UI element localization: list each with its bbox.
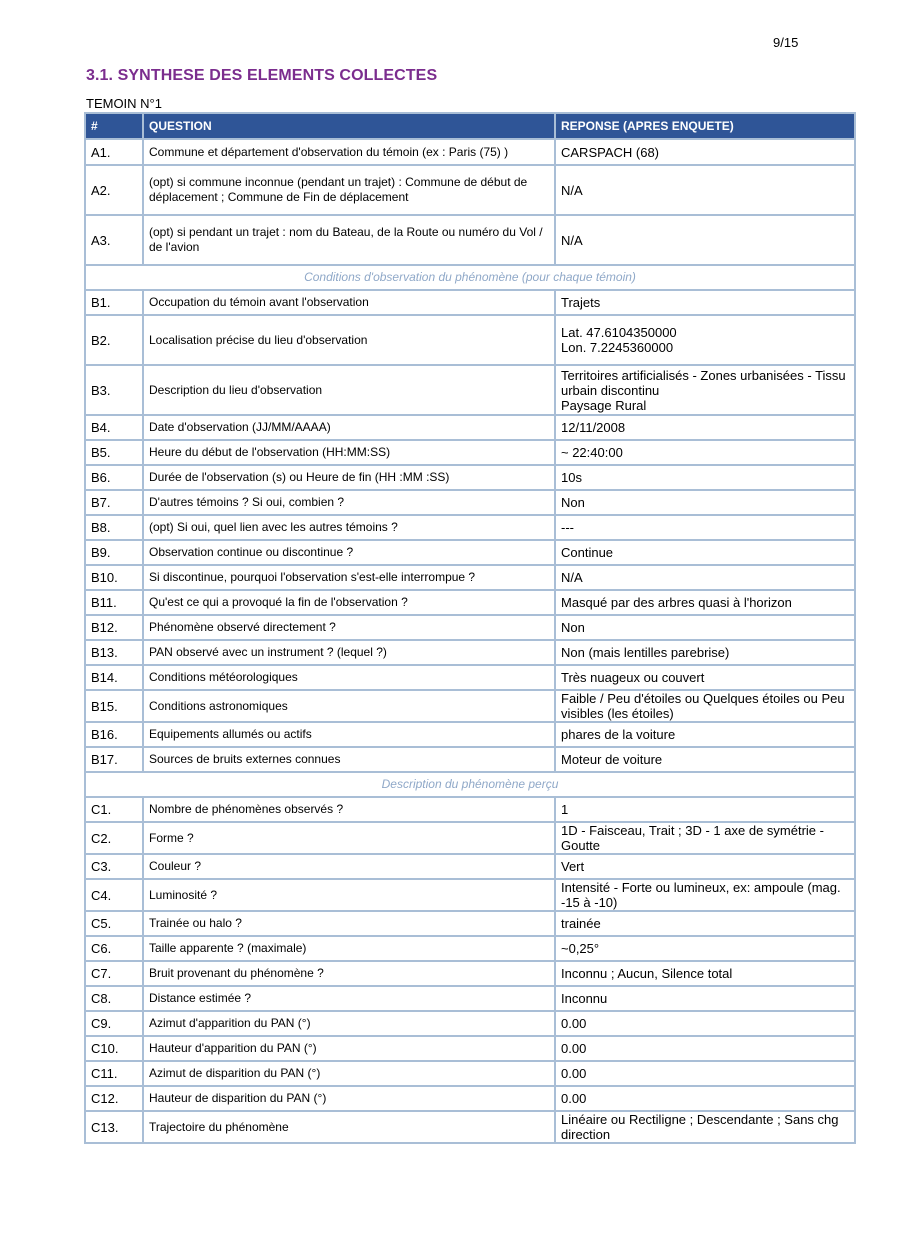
row-response: Continue: [556, 541, 856, 566]
witness-label: TEMOIN N°1: [86, 96, 162, 111]
row-response: 0.00: [556, 1062, 856, 1087]
row-question: Bruit provenant du phénomène ?: [144, 962, 556, 987]
table-row: [86, 987, 856, 1012]
table-row: [86, 880, 856, 912]
row-response: Territoires artificialisés - Zones urbanisées - Tissu urbain discontinu Paysage Rural: [556, 366, 856, 416]
row-response: Moteur de voiture: [556, 748, 856, 773]
section-heading: Conditions d'observation du phénomène (pour chaque témoin): [86, 266, 856, 291]
row-id: B13.: [86, 641, 144, 666]
row-question: Description du lieu d'observation: [144, 366, 556, 416]
table-row: [86, 912, 856, 937]
row-question: Azimut d'apparition du PAN (°): [144, 1012, 556, 1037]
table-row: [86, 366, 856, 416]
row-id: B6.: [86, 466, 144, 491]
row-question: PAN observé avec un instrument ? (lequel ?): [144, 641, 556, 666]
row-question: Durée de l'observation (s) ou Heure de fin (HH :MM :SS): [144, 466, 556, 491]
row-id: A2.: [86, 166, 144, 216]
row-response: Très nuageux ou couvert: [556, 666, 856, 691]
section-title: 3.1. SYNTHESE DES ELEMENTS COLLECTES: [86, 67, 438, 84]
row-id: B5.: [86, 441, 144, 466]
row-question: Heure du début de l'observation (HH:MM:SS): [144, 441, 556, 466]
row-response: trainée: [556, 912, 856, 937]
row-response: 10s: [556, 466, 856, 491]
row-question: Forme ?: [144, 823, 556, 855]
row-response: N/A: [556, 216, 856, 266]
row-id: C6.: [86, 937, 144, 962]
row-question: Luminosité ?: [144, 880, 556, 912]
table-row: [86, 723, 856, 748]
row-response: Inconnu: [556, 987, 856, 1012]
row-question: (opt) si commune inconnue (pendant un trajet) : Commune de début de déplacement ; Commune de Fin de déplacement: [144, 166, 556, 216]
row-response: 1: [556, 798, 856, 823]
row-id: B14.: [86, 666, 144, 691]
row-id: C1.: [86, 798, 144, 823]
table-row: [86, 216, 856, 266]
row-id: C11.: [86, 1062, 144, 1087]
row-id: B9.: [86, 541, 144, 566]
row-id: C9.: [86, 1012, 144, 1037]
row-id: C3.: [86, 855, 144, 880]
row-question: Conditions astronomiques: [144, 691, 556, 723]
row-response: Masqué par des arbres quasi à l'horizon: [556, 591, 856, 616]
table-row: [86, 937, 856, 962]
row-id: B11.: [86, 591, 144, 616]
table-row: [86, 166, 856, 216]
row-question: Occupation du témoin avant l'observation: [144, 291, 556, 316]
row-response: Non: [556, 491, 856, 516]
table-row: [86, 466, 856, 491]
row-id: C10.: [86, 1037, 144, 1062]
row-question: Sources de bruits externes connues: [144, 748, 556, 773]
row-question: Trainée ou halo ?: [144, 912, 556, 937]
row-question: (opt) si pendant un trajet : nom du Bateau, de la Route ou numéro du Vol / de l'avion: [144, 216, 556, 266]
table-row: [86, 798, 856, 823]
table-header-row: [86, 114, 856, 140]
row-response: Faible / Peu d'étoiles ou Quelques étoiles ou Peu visibles (les étoiles): [556, 691, 856, 723]
section-row: [86, 773, 856, 798]
row-response: 12/11/2008: [556, 416, 856, 441]
table-row: [86, 1087, 856, 1112]
synthesis-table: [84, 112, 856, 1144]
row-response: Linéaire ou Rectiligne ; Descendante ; Sans chg direction: [556, 1112, 856, 1144]
header-id: #: [86, 114, 144, 140]
table-row: [86, 641, 856, 666]
table-row: [86, 823, 856, 855]
row-question: Taille apparente ? (maximale): [144, 937, 556, 962]
header-response: REPONSE (APRES ENQUETE): [556, 114, 856, 140]
table-row: [86, 516, 856, 541]
table-row: [86, 748, 856, 773]
row-id: B17.: [86, 748, 144, 773]
row-id: B1.: [86, 291, 144, 316]
table-row: [86, 491, 856, 516]
row-response: Intensité - Forte ou lumineux, ex: ampoule (mag. -15 à -10): [556, 880, 856, 912]
header-question: QUESTION: [144, 114, 556, 140]
table-row: [86, 1037, 856, 1062]
row-id: A1.: [86, 140, 144, 166]
row-question: Hauteur d'apparition du PAN (°): [144, 1037, 556, 1062]
table-row: [86, 1012, 856, 1037]
row-id: C8.: [86, 987, 144, 1012]
row-id: B3.: [86, 366, 144, 416]
row-id: B12.: [86, 616, 144, 641]
row-response: N/A: [556, 566, 856, 591]
row-id: B7.: [86, 491, 144, 516]
table-row: [86, 291, 856, 316]
row-id: B8.: [86, 516, 144, 541]
section-heading: Description du phénomène perçu: [86, 773, 856, 798]
table-row: [86, 855, 856, 880]
row-id: B2.: [86, 316, 144, 366]
row-response: N/A: [556, 166, 856, 216]
section-row: [86, 266, 856, 291]
row-id: C4.: [86, 880, 144, 912]
row-id: B4.: [86, 416, 144, 441]
row-response: Trajets: [556, 291, 856, 316]
row-question: D'autres témoins ? Si oui, combien ?: [144, 491, 556, 516]
row-question: Hauteur de disparition du PAN (°): [144, 1087, 556, 1112]
table-row: [86, 962, 856, 987]
row-response: Inconnu ; Aucun, Silence total: [556, 962, 856, 987]
row-id: C5.: [86, 912, 144, 937]
row-question: Si discontinue, pourquoi l'observation s'est-elle interrompue ?: [144, 566, 556, 591]
table-row: [86, 316, 856, 366]
row-id: C12.: [86, 1087, 144, 1112]
table-row: [86, 1062, 856, 1087]
row-question: Conditions météorologiques: [144, 666, 556, 691]
row-response: 1D - Faisceau, Trait ; 3D - 1 axe de symétrie - Goutte: [556, 823, 856, 855]
row-response: ---: [556, 516, 856, 541]
row-response: 0.00: [556, 1037, 856, 1062]
row-question: Commune et département d'observation du témoin (ex : Paris (75) ): [144, 140, 556, 166]
row-question: Qu'est ce qui a provoqué la fin de l'observation ?: [144, 591, 556, 616]
page-number: 9/15: [773, 35, 799, 50]
row-id: C2.: [86, 823, 144, 855]
row-response: CARSPACH (68): [556, 140, 856, 166]
row-id: C13.: [86, 1112, 144, 1144]
row-question: Localisation précise du lieu d'observation: [144, 316, 556, 366]
row-id: B16.: [86, 723, 144, 748]
table-row: [86, 140, 856, 166]
row-question: Distance estimée ?: [144, 987, 556, 1012]
row-response: Non: [556, 616, 856, 641]
table-row: [86, 441, 856, 466]
row-question: Phénomène observé directement ?: [144, 616, 556, 641]
row-response: 0.00: [556, 1087, 856, 1112]
row-question: (opt) Si oui, quel lien avec les autres témoins ?: [144, 516, 556, 541]
row-response: Vert: [556, 855, 856, 880]
row-response: 0.00: [556, 1012, 856, 1037]
row-response: Lat. 47.6104350000 Lon. 7.2245360000: [556, 316, 856, 366]
row-question: Trajectoire du phénomène: [144, 1112, 556, 1144]
table-row: [86, 566, 856, 591]
row-response: Non (mais lentilles parebrise): [556, 641, 856, 666]
row-id: C7.: [86, 962, 144, 987]
row-response: ~ 22:40:00: [556, 441, 856, 466]
row-question: Date d'observation (JJ/MM/AAAA): [144, 416, 556, 441]
row-question: Nombre de phénomènes observés ?: [144, 798, 556, 823]
row-id: B15.: [86, 691, 144, 723]
table-row: [86, 691, 856, 723]
table-row: [86, 1112, 856, 1144]
table-row: [86, 416, 856, 441]
table-row: [86, 666, 856, 691]
row-response: ~0,25°: [556, 937, 856, 962]
row-id: A3.: [86, 216, 144, 266]
table-row: [86, 591, 856, 616]
table-row: [86, 541, 856, 566]
row-question: Equipements allumés ou actifs: [144, 723, 556, 748]
row-question: Observation continue ou discontinue ?: [144, 541, 556, 566]
row-question: Azimut de disparition du PAN (°): [144, 1062, 556, 1087]
row-id: B10.: [86, 566, 144, 591]
row-question: Couleur ?: [144, 855, 556, 880]
table-row: [86, 616, 856, 641]
row-response: phares de la voiture: [556, 723, 856, 748]
